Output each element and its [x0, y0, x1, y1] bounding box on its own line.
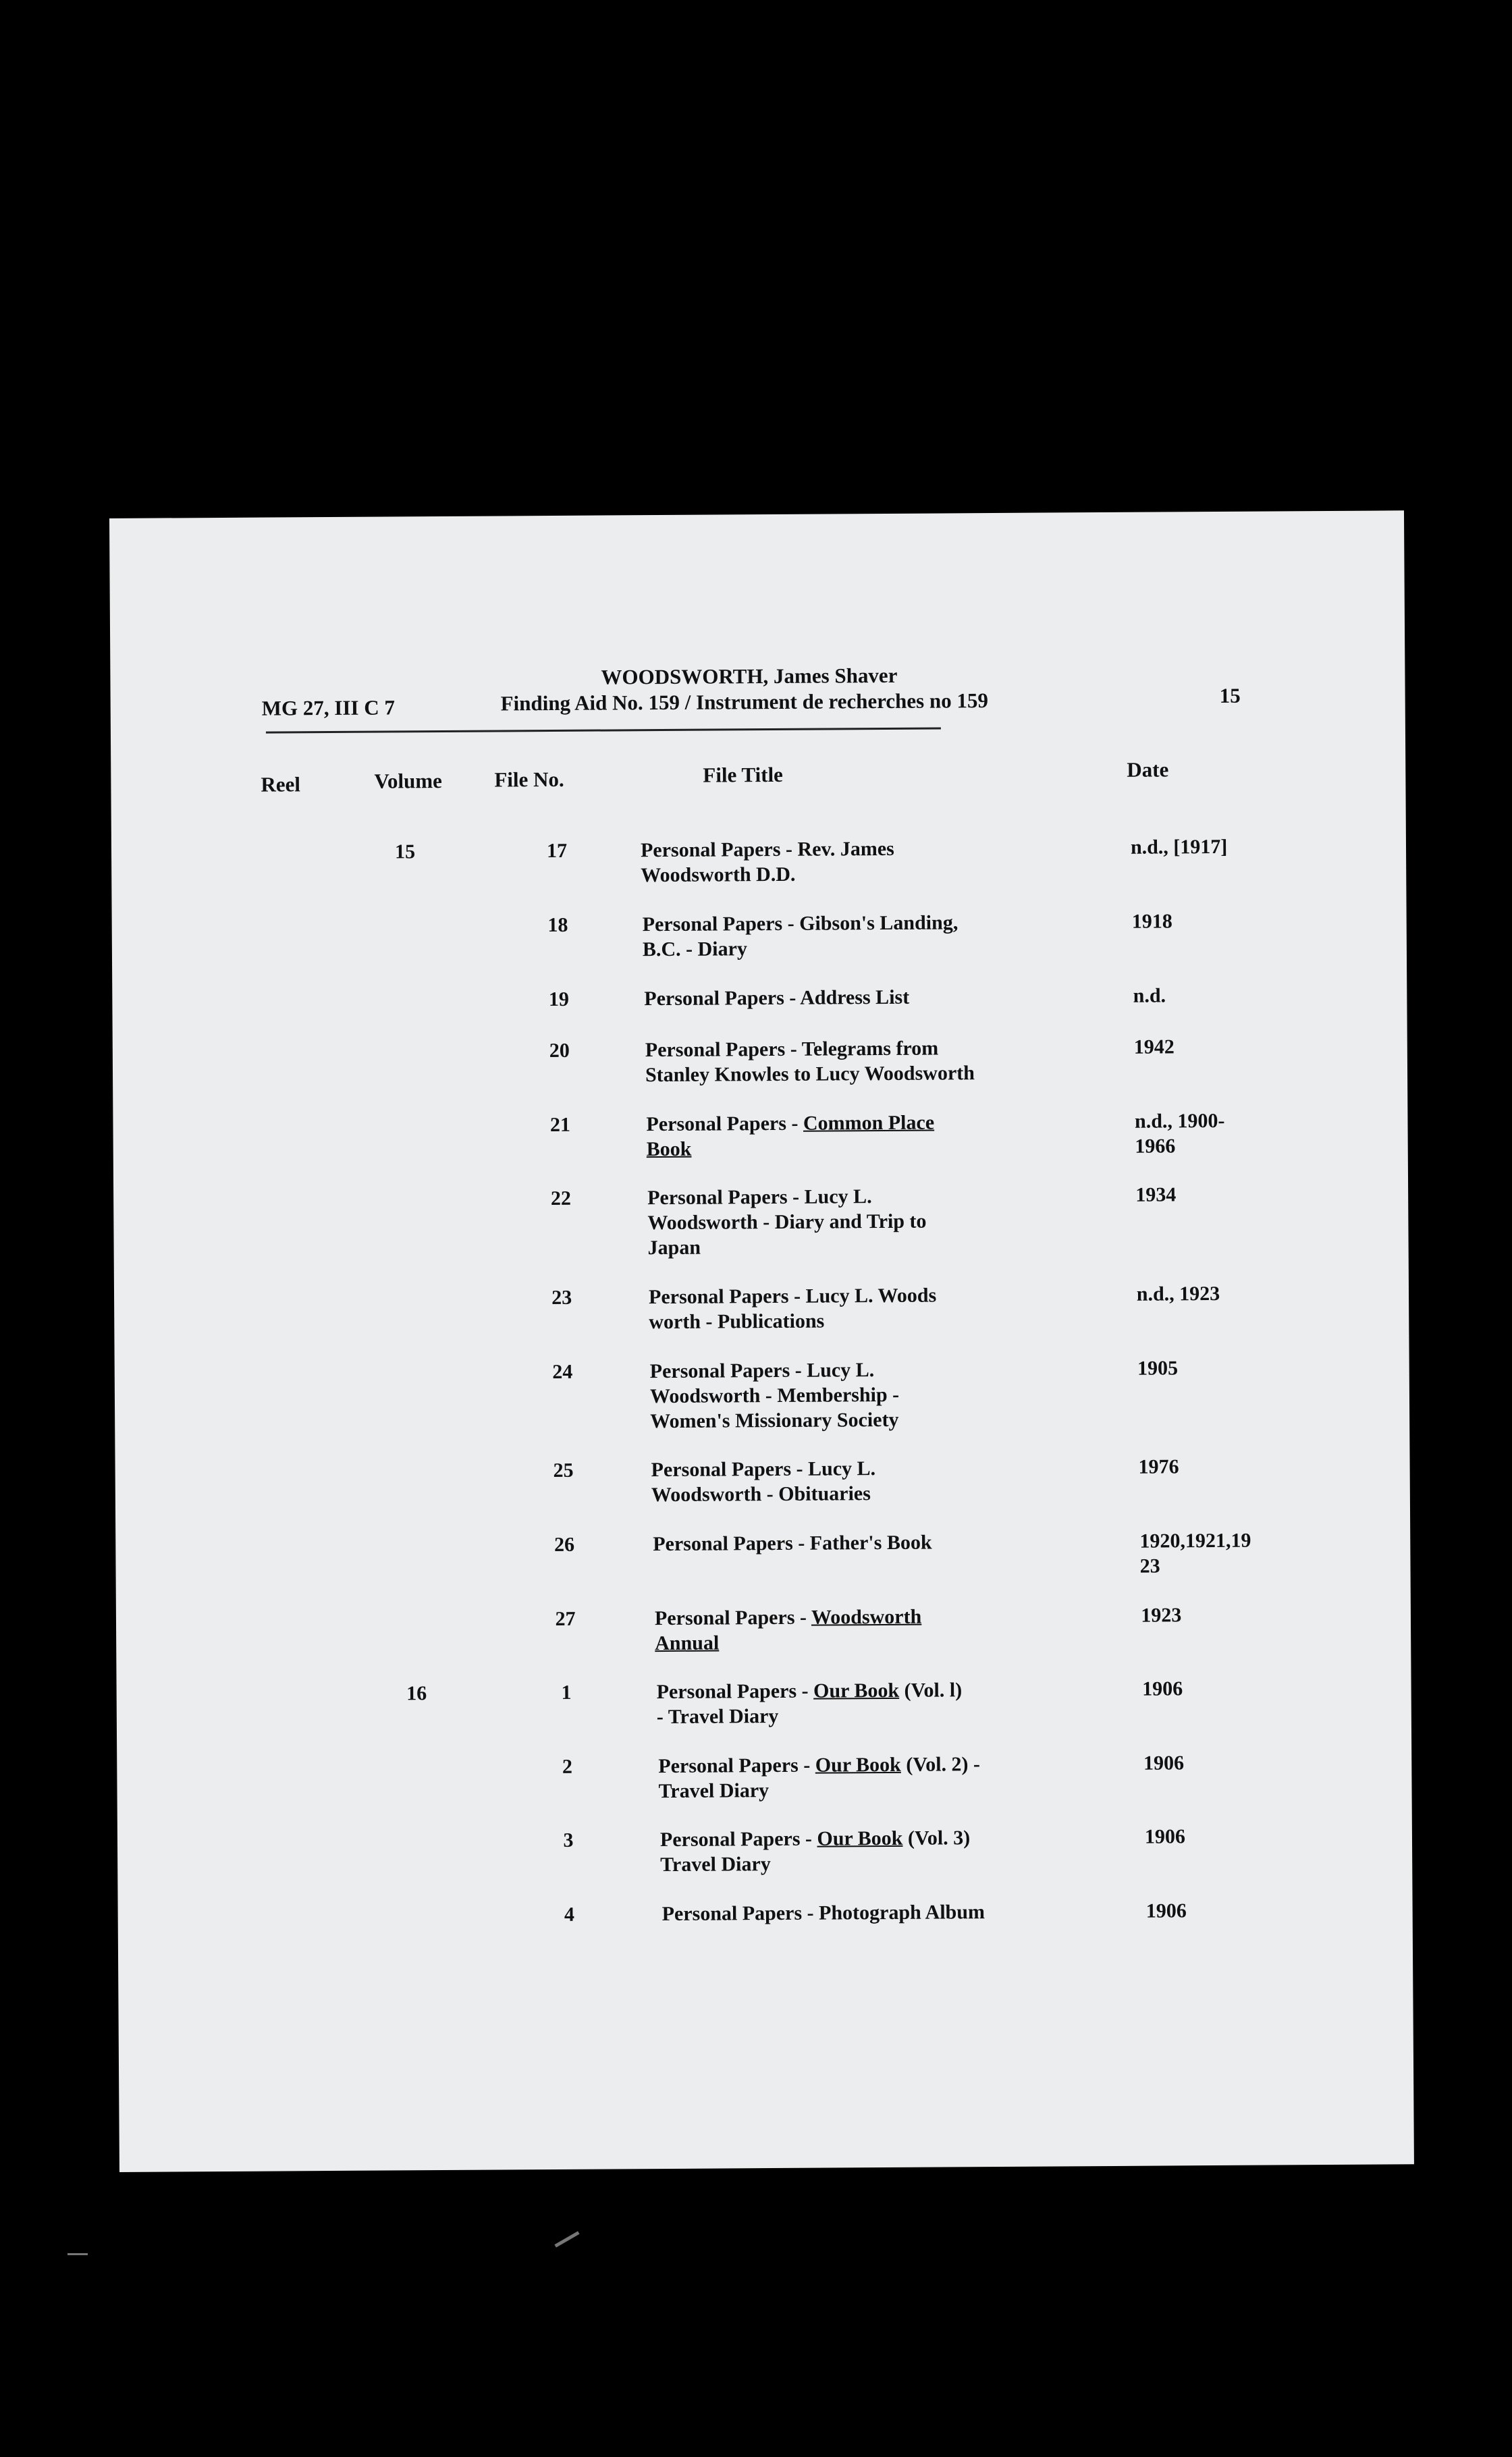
underlined-title: Our Book [817, 1827, 903, 1850]
file-number-cell: 2 [562, 1755, 573, 1778]
table-row [114, 1280, 1409, 1334]
header-rule [266, 727, 941, 733]
table-row [112, 981, 1407, 1011]
date-line: 1920,1921,19 [1139, 1529, 1251, 1552]
date-cell [1137, 1280, 1299, 1306]
date-line: 1966 [1135, 1135, 1176, 1158]
file-title-cell [649, 1282, 1027, 1334]
date-cell [1142, 1675, 1304, 1701]
date-line: 1934 [1135, 1183, 1177, 1206]
file-title-line: Personal Papers - Lucy L. [649, 1359, 875, 1383]
file-title-line: Personal Papers - Lucy L. Woods [648, 1284, 937, 1309]
date-cell [1146, 1897, 1308, 1923]
date-line: n.d. [1133, 984, 1166, 1007]
scan-speck [554, 2231, 579, 2247]
date-line: 1906 [1144, 1825, 1186, 1848]
table-row [113, 1107, 1407, 1161]
file-title-line: Japan [647, 1236, 701, 1260]
file-title-line: Personal Papers - Telegrams from [645, 1037, 939, 1062]
file-title-cell [658, 1752, 1036, 1804]
file-title-line [647, 1135, 1025, 1162]
file-title-cell [660, 1825, 1038, 1877]
file-title-line: Personal Papers - Our Book (Vol. l) [656, 1679, 963, 1704]
date-line: 1906 [1143, 1752, 1185, 1775]
table-row [115, 1527, 1410, 1577]
file-title-line: Woodsworth D.D. [641, 863, 796, 887]
file-title-line: Travel Diary [660, 1853, 771, 1877]
column-header-date: Date [1127, 757, 1169, 782]
file-title-cell [651, 1455, 1029, 1507]
date-cell [1135, 1181, 1297, 1207]
column-header-file-no: File No. [494, 767, 564, 792]
date-cell [1145, 1823, 1307, 1849]
table-row [112, 907, 1407, 961]
date-line: n.d., 1923 [1136, 1282, 1220, 1305]
file-title-line: Personal Papers - Lucy L. [647, 1185, 872, 1210]
file-title-line: Personal Papers - Photograph Album [662, 1901, 986, 1926]
file-title-cell [662, 1899, 1040, 1926]
date-cell [1132, 908, 1294, 934]
file-number-cell: 3 [563, 1829, 574, 1852]
column-header-reel: Reel [261, 772, 301, 796]
table-row [118, 1897, 1413, 1926]
file-number-cell: 21 [549, 1113, 570, 1137]
file-title-cell [650, 1357, 1029, 1434]
file-title-cell [655, 1604, 1033, 1656]
date-cell [1137, 1355, 1299, 1380]
table-row [116, 1601, 1411, 1655]
date-cell [1134, 1033, 1296, 1059]
document-page [109, 510, 1414, 2172]
file-title-line: Personal Papers - Address List [644, 986, 910, 1010]
date-cell [1133, 982, 1295, 1008]
date-cell [1138, 1453, 1300, 1479]
file-number-cell: 4 [564, 1903, 575, 1926]
file-title-cell [643, 910, 1021, 962]
file-number-cell: 25 [553, 1459, 574, 1482]
date-line: 1976 [1138, 1455, 1179, 1478]
file-title-cell [647, 1183, 1026, 1260]
page-number: 15 [1219, 683, 1241, 707]
column-header-file-title: File Title [703, 762, 783, 787]
volume-cell: 16 [406, 1682, 427, 1705]
file-title-line: Stanley Knowles to Lucy Woodsworth [645, 1062, 975, 1087]
file-number-cell: 27 [555, 1607, 576, 1630]
date-line: 1905 [1137, 1357, 1179, 1380]
date-line: 1906 [1142, 1677, 1183, 1700]
underlined-title: Our Book [815, 1753, 901, 1777]
file-title-line: B.C. - Diary [642, 938, 747, 961]
date-line: 23 [1139, 1555, 1160, 1577]
date-line: n.d., 1900- [1134, 1109, 1225, 1133]
file-title-line: Travel Diary [658, 1779, 770, 1803]
file-number-cell: 24 [552, 1360, 573, 1384]
file-title-line: Personal Papers - Rev. James [640, 837, 894, 862]
underlined-title: Woodsworth [811, 1605, 922, 1629]
table-row [115, 1453, 1410, 1507]
table-row [117, 1749, 1411, 1803]
file-title-line: Woodsworth - Obituaries [651, 1482, 871, 1507]
file-title-cell [645, 1035, 1023, 1087]
file-number-cell: 19 [548, 988, 570, 1011]
date-line: 1923 [1141, 1604, 1182, 1627]
file-number-cell: 22 [550, 1187, 572, 1210]
date-cell [1141, 1602, 1303, 1627]
table-row [117, 1823, 1412, 1877]
underlined-title: Annual [655, 1631, 720, 1655]
date-line: 1918 [1131, 910, 1172, 933]
column-header-volume: Volume [374, 768, 442, 793]
file-title-line: Personal Papers - Gibson's Landing, [642, 911, 959, 936]
file-title-line: Women's Missionary Society [650, 1408, 899, 1433]
file-number-cell: 17 [546, 839, 568, 863]
file-title-line: Personal Papers - Our Book (Vol. 2) - [658, 1753, 981, 1778]
date-line: 1906 [1145, 1899, 1187, 1922]
table-row [115, 1354, 1409, 1433]
file-number-cell: 18 [547, 913, 568, 937]
date-cell [1143, 1750, 1305, 1775]
table-row [111, 833, 1406, 887]
file-number-cell: 23 [551, 1286, 572, 1310]
file-number-cell: 20 [549, 1039, 570, 1062]
scan-speck [68, 2253, 88, 2255]
file-title-line: Personal Papers - Father's Book [653, 1531, 932, 1556]
file-title-cell [644, 984, 1022, 1011]
table-row [113, 1033, 1407, 1087]
file-title-line: Personal Papers - Our Book (Vol. 3) [659, 1827, 971, 1852]
fonds-title: WOODSWORTH, James Shaver [601, 663, 898, 689]
file-title-cell [641, 836, 1019, 888]
file-title-line: Personal Papers - Lucy L. [651, 1457, 876, 1482]
underlined-title: Book [646, 1137, 692, 1161]
date-line: 1942 [1133, 1035, 1174, 1058]
file-title-cell [646, 1110, 1024, 1162]
file-title-line: - Travel Diary [656, 1704, 779, 1729]
file-title-line: Woodsworth - Diary and Trip to [647, 1210, 927, 1235]
finding-aid-line: Finding Aid No. 159 / Instrument de recherches no 159 [500, 688, 989, 716]
file-title-line [655, 1629, 1033, 1656]
date-cell [1131, 834, 1293, 859]
file-number-cell: 26 [554, 1533, 575, 1557]
file-title-cell [657, 1677, 1035, 1729]
file-title-line: Woodsworth - Membership - [649, 1383, 900, 1408]
reference-code: MG 27, III C 7 [261, 695, 396, 720]
volume-cell: 15 [394, 840, 416, 863]
date-cell [1135, 1108, 1297, 1158]
file-title-line: Personal Papers - Common Place [646, 1111, 935, 1136]
file-title-line: worth - Publications [649, 1310, 825, 1334]
file-title-line: Personal Papers - Woodsworth [654, 1605, 922, 1630]
table-row [113, 1181, 1408, 1260]
underlined-title: Common Place [803, 1111, 935, 1135]
file-title-cell [653, 1530, 1031, 1557]
date-line: n.d., [1917] [1130, 835, 1228, 859]
underlined-title: Our Book [813, 1679, 900, 1702]
table-row [117, 1675, 1411, 1729]
file-number-cell: 1 [561, 1681, 572, 1704]
date-cell [1139, 1528, 1301, 1578]
